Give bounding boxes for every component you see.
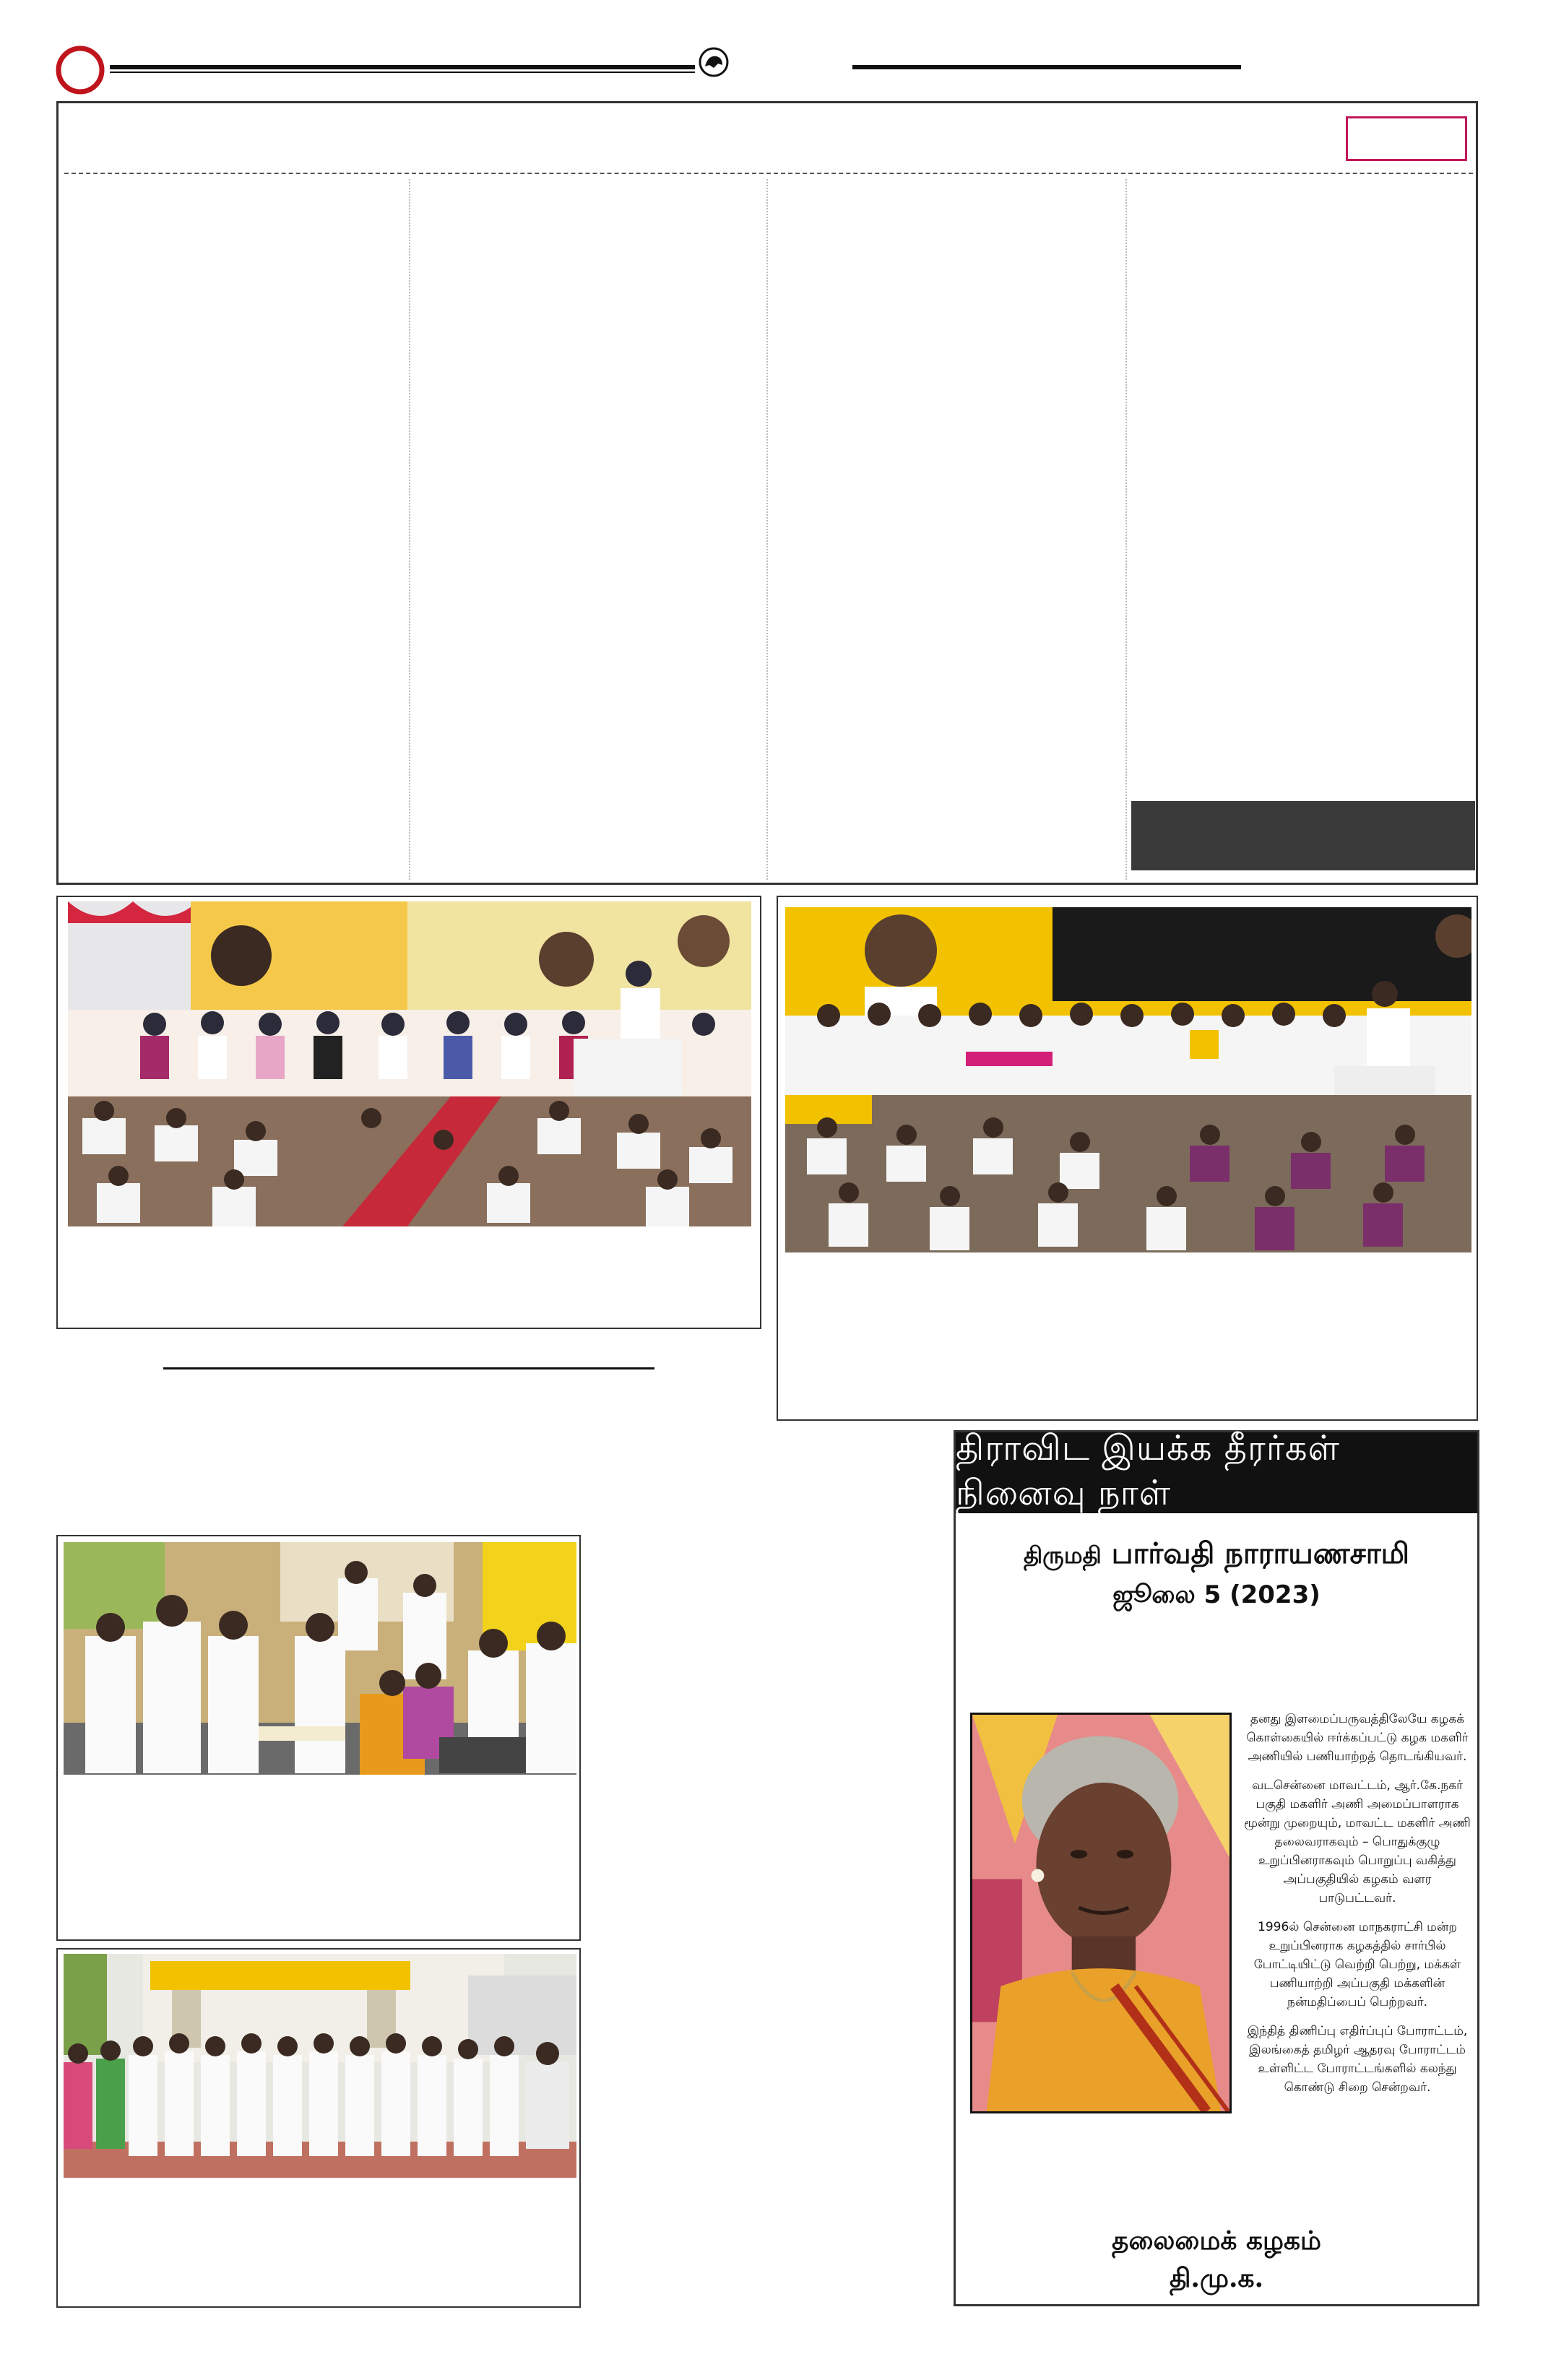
memorial-name-line bbox=[956, 1537, 1477, 1576]
memorial-date: ஜூலை 5 (2023) bbox=[1112, 1580, 1321, 1609]
document-handover-photo-box bbox=[56, 1535, 581, 1941]
memorial-signature-line1: தலைமைக் கழகம் bbox=[1112, 2225, 1321, 2256]
memorial-tribute-box bbox=[954, 1430, 1479, 2306]
masthead-rule-left bbox=[110, 65, 695, 69]
column-divider-2 bbox=[766, 179, 768, 880]
memorial-bio-paragraph: வடசென்னை மாவட்டம், ஆர்.கே.நகர் பகுதி மகளிர் அணி அமைப்பாளராக மூன்று முறையும், மாவட்ட மகளிர் அணி தலைவராகவும் – பொதுக்குழு உறுப்பினராகவும் பொறுப்பு வகித்து அப்பகுதியில் கழகம் வளர பாடுபட்டவர். bbox=[1244, 1778, 1471, 1905]
building-inauguration-photo-box bbox=[56, 1948, 581, 2308]
memorial-bio bbox=[1243, 1710, 1471, 2150]
school-event-photo-box bbox=[56, 896, 761, 1329]
column-divider-1 bbox=[409, 179, 410, 880]
red-ring-logo-icon bbox=[53, 43, 107, 97]
dark-caption-band bbox=[1131, 801, 1475, 870]
document-handover-photo bbox=[64, 1542, 576, 1775]
building-inauguration-photo bbox=[64, 1954, 576, 2178]
memorial-portrait bbox=[970, 1713, 1232, 2113]
article-header-dashed-rule bbox=[64, 173, 1473, 174]
memorial-prefix: திருமதி bbox=[1023, 1541, 1102, 1569]
masthead-rule-left-thin bbox=[110, 72, 695, 73]
memorial-bio-paragraph: இந்தித் திணிப்பு எதிர்ப்புப் போராட்டம், இலங்கைத் தமிழர் ஆதரவு போராட்டம் உள்ளிட்ட போராட்டங்களில் கலந்து கொண்டு சிறை சென்றவர். bbox=[1247, 2024, 1468, 2095]
masthead bbox=[0, 0, 1543, 94]
memorial-band-text: திராவிட இயக்க தீரர்கள் நினைவு நாள் bbox=[956, 1428, 1340, 1513]
public-meeting-photo-box bbox=[777, 896, 1478, 1421]
public-meeting-photo bbox=[785, 907, 1471, 1252]
section-rule bbox=[163, 1367, 654, 1369]
school-event-photo bbox=[68, 901, 751, 1226]
top-article-box bbox=[56, 101, 1478, 885]
article-tag-box bbox=[1346, 116, 1467, 161]
memorial-signature-line2: தி.மு.க. bbox=[1169, 2263, 1264, 2293]
memorial-bio-paragraph: தனது இளமைப்பருவத்திலேயே கழகக் கொள்கையில் ஈர்க்கப்பட்டு கழக மகளிர் அணியில் பணியாற்றத் தொடங்கியவர். bbox=[1246, 1712, 1469, 1764]
memorial-name: பார்வதி நாராயணசாமி bbox=[1111, 1537, 1410, 1570]
masthead-rule-right bbox=[852, 65, 1241, 69]
memorial-band-title bbox=[956, 1428, 1477, 1513]
column-divider-3 bbox=[1125, 179, 1127, 880]
memorial-bio-paragraph: 1996ல் சென்னை மாநகராட்சி மன்ற உறுப்பினராக கழகத்தில் சார்பில் போட்டியிட்டு வெற்றி பெற்று, மக்கள் பணியாற்றி அப்பகுதி மக்களின் நன்மதிப்பைப் பெற்றவர். bbox=[1253, 1920, 1461, 2009]
rising-sun-emblem-icon bbox=[698, 46, 730, 78]
